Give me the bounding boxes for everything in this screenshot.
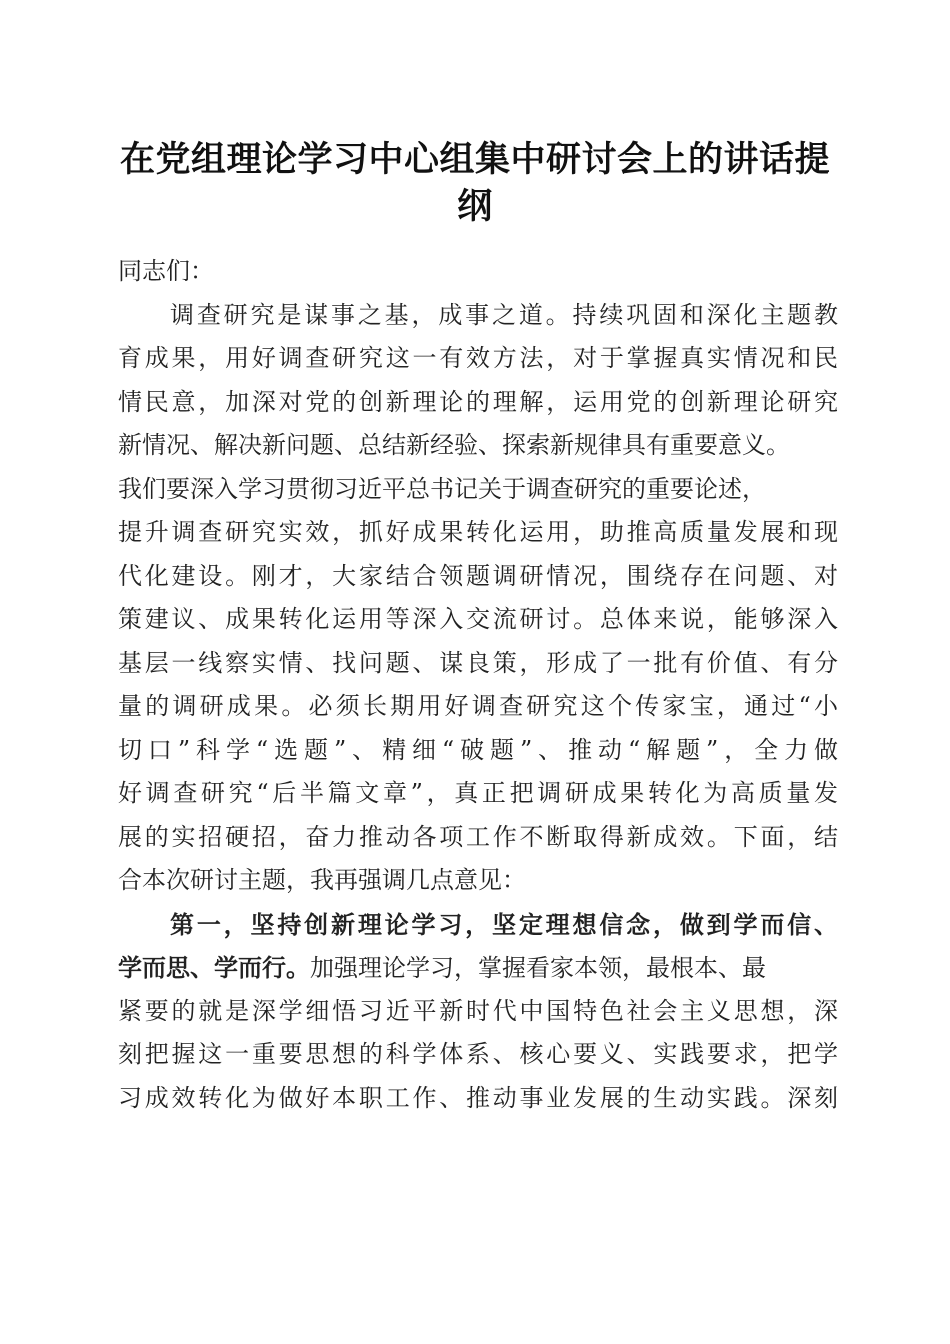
title-line-2: 纲 [457, 186, 493, 227]
paragraph-line: 刻把握这一重要思想的科学体系、核心要义、实践要求，把学 [118, 1040, 838, 1068]
paragraph-line: 我们要深入学习贯彻习近平总书记关于调查研究的重要论述， [118, 474, 766, 503]
paragraph-line: 新情况、解决新问题、总结新经验、探索新规律具有重要意义。 [118, 431, 790, 459]
paragraph-line: 习成效转化为做好本职工作、推动事业发展的生动实践。深刻 [118, 1083, 838, 1112]
paragraph-line: 展的实招硬招，奋力推动各项工作不断取得新成效。下面，结 [118, 822, 838, 851]
paragraph-line: 紧要的就是深学细悟习近平新时代中国特色社会主义思想，深 [118, 996, 838, 1025]
paragraph-line: 提升调查研究实效，抓好成果转化运用，助推高质量发展和现 [118, 518, 838, 546]
title-line-1: 在党组理论学习中心组集中研讨会上的讲话提 [119, 139, 830, 180]
document-title [110, 136, 840, 230]
paragraph-line: 好调查研究“后半篇文章”，真正把调研成果转化为高质量发 [118, 779, 838, 807]
paragraph-line: 育成果，用好调查研究这一有效方法，对于掌握真实情况和民 [118, 344, 838, 372]
paragraph-line: 基层一线察实情、找问题、谋良策，形成了一批有价值、有分 [118, 648, 838, 677]
paragraph-line-continuation: 加强理论学习，掌握看家本领，最根本、最 [310, 954, 766, 982]
paragraph-line: 量的调研成果。必须长期用好调查研究这个传家宝，通过“小 [118, 692, 838, 720]
paragraph-line: 合本次研讨主题，我再强调几点意见： [118, 866, 526, 894]
document-body [118, 250, 838, 1120]
section-heading-end: 学而思、学而行。 [118, 953, 310, 982]
paragraph-line [118, 946, 838, 990]
paragraph-line: 策建议、成果转化运用等深入交流研讨。总体来说，能够深入 [118, 605, 838, 633]
paragraph-line: 代化建设。刚才，大家结合领题调研情况，围绕存在问题、对 [118, 561, 838, 590]
salutation: 同志们： [118, 257, 214, 285]
paragraph-line: 情民意，加深对党的创新理论的理解，运用党的创新理论研究 [118, 387, 838, 416]
paragraph-line: 切口”科学“选题”、精细“破题”、推动“解题”，全力做 [118, 735, 838, 764]
section-heading: 第一，坚持创新理论学习，坚定理想信念，做到学而信、 [170, 909, 838, 939]
paragraph-line: 调查研究是谋事之基，成事之道。持续巩固和深化主题教 [170, 300, 838, 329]
